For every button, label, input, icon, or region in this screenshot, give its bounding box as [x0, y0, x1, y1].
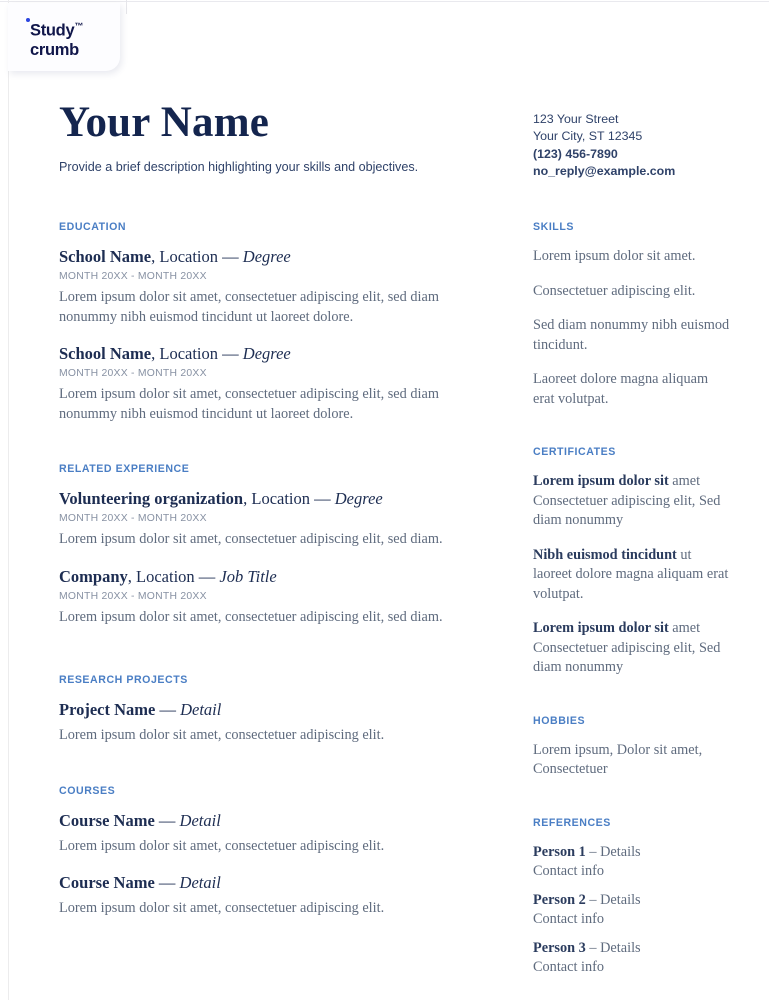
entry-role: Detail [180, 700, 222, 719]
entry-description: Lorem ipsum dolor sit amet, consectetuer adipiscing elit, sed diam. [59, 531, 443, 547]
section-spacer [533, 693, 733, 715]
entry-title [59, 567, 459, 587]
reference-name: Person 3 [533, 939, 586, 956]
certificate-lead: Lorem ipsum dolor sit [533, 620, 669, 636]
entry-dates: MONTH 20XX - MONTH 20XX [59, 513, 207, 524]
section-education [59, 221, 459, 424]
section-heading: COURSES [59, 784, 116, 797]
entry-dates: MONTH 20XX - MONTH 20XX [59, 590, 207, 602]
entry-name: Course Name [59, 810, 155, 830]
page-mid-rule [126, 0, 127, 14]
entry-description: Lorem ipsum dolor sit amet, consectetuer adipiscing elit, sed diam nonummy nibh euismod tincidunt ut laoreet dolore. [59, 386, 439, 422]
trademark-icon: ™ [74, 21, 84, 31]
certificate-item [533, 619, 733, 678]
entry-dates: MONTH 20XX - MONTH 20XX [59, 368, 207, 379]
entry-title [59, 700, 459, 720]
entry-dates: MONTH 20XX - MONTH 20XX [59, 271, 207, 282]
reference-detail: – Details [585, 939, 641, 956]
contact-phone[interactable]: (123) 456-7890 [533, 146, 618, 161]
entry-location: — [154, 810, 180, 830]
section-heading: CERTIFICATES [533, 446, 616, 458]
resume-entry [59, 873, 459, 919]
section-courses [59, 785, 459, 919]
contact-block [533, 111, 675, 181]
skill-item: Laoreet dolore magna aliquam erat volutpat. [533, 371, 709, 407]
reference-detail: – Details [585, 891, 641, 908]
entry-name: School Name [59, 344, 152, 363]
studycrumb-logo-card[interactable] [8, 3, 120, 71]
right-column [533, 221, 733, 987]
entry-role: Degree [242, 344, 291, 363]
entry-location: , Location — [151, 344, 243, 363]
reference-contact: Contact info [533, 862, 605, 879]
section-spacer [59, 644, 459, 674]
skill-item: Consectetuer adipiscing elit. [533, 282, 696, 299]
entry-description: Lorem ipsum dolor sit amet, consectetuer adipiscing elit. [59, 837, 385, 854]
reference-item [533, 843, 733, 881]
entry-name: Course Name [59, 873, 155, 892]
reference-contact: Contact info [533, 958, 605, 975]
contact-email[interactable]: no_reply@example.com [533, 164, 676, 179]
entry-location: — [155, 700, 181, 719]
entry-description: Lorem ipsum dolor sit amet, consectetuer adipiscing elit. [59, 900, 385, 916]
skill-item: Sed diam nonummy nibh euismod tincidunt. [533, 317, 730, 353]
section-spacer [59, 763, 459, 785]
section-spacer [59, 441, 459, 463]
entry-name: Company [59, 566, 128, 586]
logo-line-2: crumb [30, 40, 79, 59]
reference-item [533, 891, 733, 929]
logo-line-1: Study [30, 21, 75, 40]
certificate-detail: amet Consectetuer adipiscing elit, Sed diam nonummy [533, 620, 721, 675]
page-title: Your Name [59, 99, 270, 146]
header-tagline: Provide a brief description highlighting your skills and objectives. [59, 160, 419, 174]
entry-role: Detail [179, 810, 221, 830]
entry-title [59, 489, 459, 509]
logo-text [30, 17, 83, 60]
left-column [59, 221, 459, 936]
entry-role: Job Title [219, 566, 277, 586]
certificate-item [533, 546, 733, 605]
resume-entry [59, 344, 459, 424]
section-heading: RELATED EXPERIENCE [59, 463, 190, 475]
entry-title [59, 247, 459, 267]
section-heading: RESEARCH PROJECTS [59, 674, 188, 686]
entry-description: Lorem ipsum dolor sit amet, consectetuer adipiscing elit. [59, 727, 385, 743]
reference-contact: Contact info [533, 910, 605, 927]
certificate-detail: amet Consectetuer adipiscing elit, Sed diam nonummy [533, 473, 721, 528]
entry-description: Lorem ipsum dolor sit amet, consectetuer adipiscing elit, sed diam. [59, 608, 443, 625]
section-spacer [533, 795, 733, 817]
entry-role: Degree [334, 489, 383, 508]
section-heading: SKILLS [533, 221, 574, 233]
contact-city: Your City, ST 12345 [533, 129, 643, 144]
hobby-item: Lorem ipsum, Dolor sit amet, Consectetuer [533, 741, 703, 777]
entry-name: Project Name [59, 700, 156, 719]
skill-item: Lorem ipsum dolor sit amet. [533, 248, 696, 264]
entry-location: , Location — [243, 489, 335, 508]
section-heading: HOBBIES [533, 714, 586, 727]
reference-item [533, 939, 733, 977]
entry-location: , Location — [151, 247, 243, 266]
entry-role: Detail [179, 873, 221, 892]
entry-location: , Location — [127, 566, 220, 586]
page-top-rule [0, 1, 769, 2]
contact-street: 123 Your Street [533, 112, 619, 126]
certificate-lead: Lorem ipsum dolor sit [533, 473, 669, 489]
page-left-rule [8, 0, 9, 1000]
entry-location: — [154, 873, 180, 892]
section-related-experience [59, 463, 459, 627]
resume-entry [59, 567, 459, 628]
entry-title [59, 344, 459, 364]
entry-name: Volunteering organization [59, 489, 244, 508]
entry-role: Degree [242, 247, 291, 266]
resume-entry [59, 489, 459, 550]
section-research-projects [59, 674, 459, 746]
resume-entry [59, 700, 459, 746]
certificate-item [533, 472, 733, 531]
resume-entry [59, 811, 459, 857]
entry-title [59, 873, 459, 893]
certificate-detail: ut laoreet dolore magna aliquam erat volutpat. [533, 546, 729, 602]
entry-name: School Name [59, 247, 152, 266]
entry-description: Lorem ipsum dolor sit amet, consectetuer adipiscing elit, sed diam nonummy nibh euismod tincidunt ut laoreet dolore. [59, 289, 439, 325]
resume-entry [59, 247, 459, 327]
entry-title [59, 811, 459, 831]
section-spacer [533, 424, 733, 446]
section-heading: EDUCATION [59, 221, 127, 233]
reference-name: Person 1 [533, 843, 586, 860]
section-heading: REFERENCES [533, 816, 611, 829]
reference-detail: – Details [585, 843, 641, 860]
certificate-lead: Nibh euismod tincidunt [533, 546, 677, 563]
reference-name: Person 2 [533, 891, 586, 908]
